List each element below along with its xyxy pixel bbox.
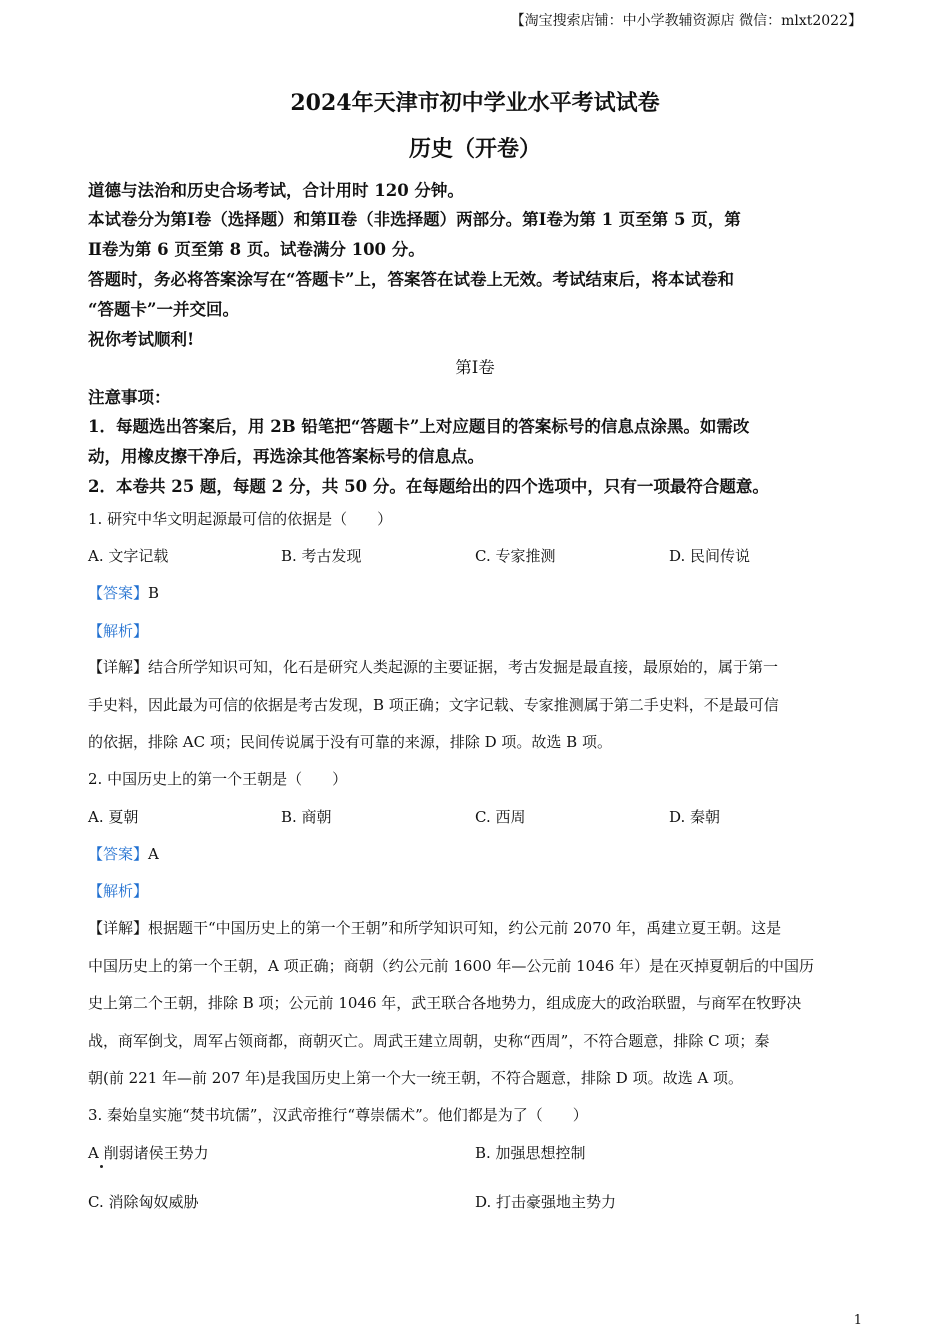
answer-row — [88, 843, 159, 864]
option-d: D. 民间传说 — [669, 547, 751, 565]
question-stem: 2. 中国历史上的第一个王朝是（ ） — [88, 770, 348, 788]
detail-line: 史上第二个王朝，排除 B 项；公元前 1046 年，武王联合各地势力，组成庞大的政治联盟，与商军在牧野决 — [88, 994, 802, 1012]
page-number: 1 — [853, 1313, 862, 1328]
detail-line: 朝(前 221 年—前 207 年)是我国历史上第一个大一统王朝，不符合题意，排除 D 项。故选 A 项。 — [88, 1069, 743, 1087]
option-d: D. 打击豪强地主势力 — [475, 1193, 617, 1211]
analysis-label: 【解析】 — [88, 622, 149, 640]
intro-line-2b: Ⅱ卷为第 6 页至第 8 页。试卷满分 100 分。 — [88, 240, 425, 259]
detail-line: 中国历史上的第一个王朝，A 项正确；商朝（约公元前 1600 年—公元前 1046 年）是在灭掉夏朝后的中国历 — [88, 957, 815, 975]
option-d: D. 秦朝 — [669, 808, 721, 826]
detail-text: 结合所学知识可知，化石是研究人类起源的主要证据，考古发掘是最直接，最原始的，属于第一 — [148, 658, 779, 676]
option-c: C. 西周 — [475, 808, 526, 826]
option-a: A. 文字记载 — [88, 547, 169, 565]
watermark-text: 【淘宝搜索店铺：中小学教辅资源店 微信：mlxt2022】 — [510, 13, 862, 29]
answer-value: B — [148, 584, 160, 602]
option-b: B. 考古发现 — [281, 547, 362, 565]
notes-heading: 注意事项： — [88, 388, 171, 407]
detail-label: 【详解】 — [88, 919, 149, 937]
page-title: 2024年天津市初中学业水平考试试卷 — [290, 90, 660, 116]
analysis-label: 【解析】 — [88, 882, 149, 900]
question-stem: 1. 研究中华文明起源最可信的依据是（ ） — [88, 510, 393, 528]
answer-row — [88, 582, 159, 603]
section-title: 第Ⅰ卷 — [455, 358, 495, 377]
intro-line-3a: 答题时，务必将答案涂写在“答题卡”上，答案答在试卷上无效。考试结束后，将本试卷和 — [88, 270, 734, 289]
intro-line-1: 道德与法治和历史合场考试，合计用时 120 分钟。 — [88, 181, 464, 200]
decorative-dot — [100, 1165, 103, 1168]
option-b: B. 加强思想控制 — [475, 1144, 586, 1162]
answer-label: 【答案】 — [88, 584, 149, 602]
answer-value: A — [148, 845, 159, 863]
note-1b: 动，用橡皮擦干净后，再选涂其他答案标号的信息点。 — [88, 447, 484, 466]
detail-line: 手史料，因此最为可信的依据是考古发现，B 项正确；文字记载、专家推测属于第二手史料，不是最可信 — [88, 696, 779, 714]
option-c: C. 专家推测 — [475, 547, 556, 565]
question-stem: 3. 秦始皇实施“焚书坑儒”，汉武帝推行“尊崇儒术”。他们都是为了（ ） — [88, 1106, 588, 1124]
detail-text: 根据题干“中国历史上的第一个王朝”和所学知识可知，约公元前 2070 年，禹建立夏王朝。这是 — [148, 919, 782, 937]
intro-line-2a: 本试卷分为第Ⅰ卷（选择题）和第Ⅱ卷（非选择题）两部分。第Ⅰ卷为第 1 页至第 5 页，第 — [88, 210, 741, 229]
detail-line: 的依据，排除 AC 项；民间传说属于没有可靠的来源，排除 D 项。故选 B 项。 — [88, 733, 612, 751]
detail-line: 战，商军倒戈，周军占领商都，商朝灭亡。周武王建立周朝，史称“西周”，不符合题意，排除 C 项；秦 — [88, 1032, 770, 1050]
option-b: B. 商朝 — [281, 808, 332, 826]
intro-line-3b: “答题卡”一并交回。 — [88, 300, 239, 319]
detail-label: 【详解】 — [88, 658, 149, 676]
option-a: A. 夏朝 — [88, 808, 139, 826]
answer-label: 【答案】 — [88, 845, 149, 863]
note-2: 2．本卷共 25 题，每题 2 分，共 50 分。在每题给出的四个选项中，只有一项最符合题意。 — [88, 477, 769, 496]
note-1a: 1．每题选出答案后，用 2B 铅笔把“答题卡”上对应题目的答案标号的信息点涂黑。如需改 — [88, 417, 750, 436]
page-subtitle: 历史（开卷） — [408, 136, 541, 162]
detail-line — [88, 656, 778, 677]
detail-line — [88, 917, 781, 938]
option-a: A 削弱诸侯王势力 — [88, 1144, 209, 1162]
intro-line-4: 祝你考试顺利! — [88, 330, 195, 349]
option-c: C. 消除匈奴威胁 — [88, 1193, 199, 1211]
